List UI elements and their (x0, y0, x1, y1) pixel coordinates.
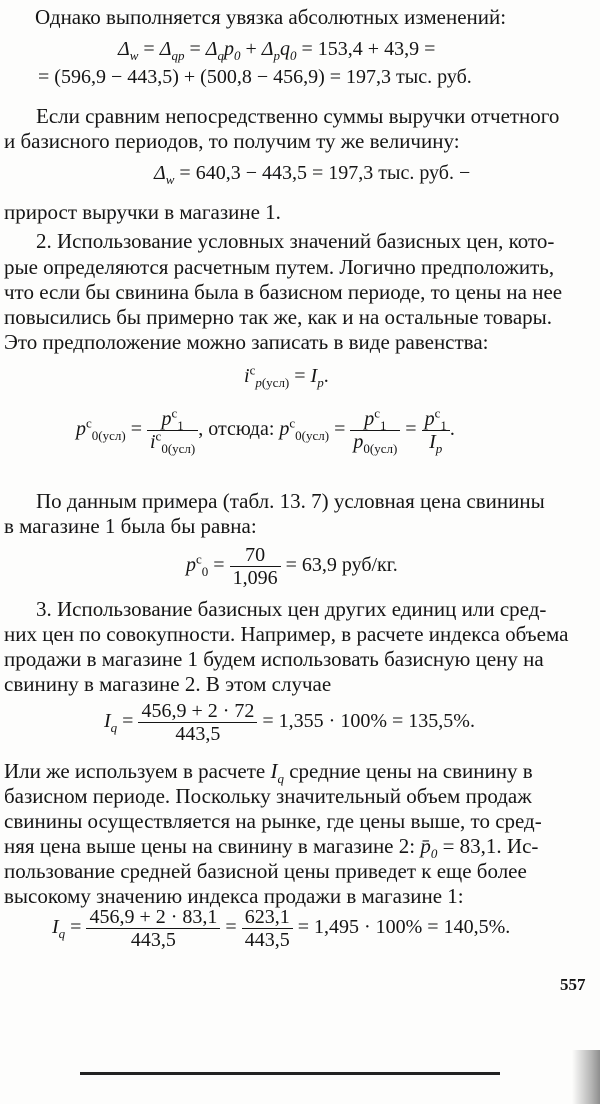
formula-result: = 1,495 · 100% = 140,5%. (297, 916, 511, 939)
paragraph-line: 3. Использование базисных цен других единиц или сред- (36, 597, 547, 621)
fraction-numerator: 70 (230, 544, 281, 567)
formula-conditional-index: $i^c_{p(усл)} = I_p$. (244, 362, 329, 390)
formula-delta-line1: $\Delta_w = \Delta_{qp} = \Delta_qp_0 + \Delta_pq_0 = 153,4 + 43,9$ = (118, 38, 436, 63)
formula-revenue-difference: $\Delta_w = 640,3 - 443,5 = 197,3$ тыс. руб. − (154, 162, 471, 187)
paragraph-line: и базисного периодов, то получим ту же величину: (4, 129, 460, 153)
paragraph-line: По данным примера (табл. 13. 7) условная цена свинины (36, 489, 545, 513)
paragraph-line: Или же используем в расчете $I_q$ средние цены на свинину в (4, 759, 533, 787)
paragraph-line: няя цена выше цены на свинину в магазине 2: $p̄_0 = 83,1$. Ис- (4, 834, 539, 862)
fraction-denominator: 443,5 (175, 723, 221, 745)
formula-word: , отсюда: (198, 418, 275, 441)
paragraph-line: Это предположение можно записать в виде равенства: (4, 330, 489, 354)
text-part: средние цены на свинину в (289, 759, 533, 783)
text-part: няя цена выше цены на свинину в магазине 2: (4, 834, 416, 858)
paragraph-line: Однако выполняется увязка абсолютных изменений: (35, 5, 507, 29)
paragraph-line: свинины осуществляется на рынке, где цены выше, то сред- (4, 809, 542, 833)
paragraph-line: что если бы свинина была в базисном периоде, то цены на нее (4, 280, 563, 304)
paragraph-line: 2. Использование условных значений базисных цен, кото- (36, 229, 555, 253)
formula-delta-line2: = (596,9 − 443,5) + (500,8 − 456,9) = 197,3 тыс. руб. (38, 66, 472, 88)
scan-page-edge (572, 1050, 600, 1104)
fraction-numerator: 456,9 + 2 · 72 (138, 700, 257, 723)
paragraph-line: прирост выручки в магазине 1. (4, 200, 281, 224)
fraction-numerator: 623,1 (242, 906, 293, 929)
page-number: 557 (560, 975, 586, 994)
formula-result: = 1,355 · 100% = 135,5%. (262, 710, 475, 733)
fraction-denominator: 443,5 (130, 929, 176, 951)
fraction-numerator: 456,9 + 2 · 83,1 (86, 906, 220, 929)
formula-volume-index-1: $I_q$ = $\frac{456,9 + 2 \cdot 72}{443,5}$ = 1,355 · 100% = 135,5%. (104, 700, 475, 745)
fraction-denominator: 443,5 (244, 929, 290, 951)
formula-result: = 63,9 руб/кг. (285, 554, 398, 577)
paragraph-line: Если сравним непосредственно суммы выручки отчетного (36, 104, 560, 128)
formula-volume-index-2: $I_q$ = $\frac{456,9 + 2 \cdot 83,1}{443,5}$ = $\frac{623,1}{443,5}$ = 1,495 · 100% = 140,5%. (52, 906, 511, 951)
paragraph-line: свинину в магазине 2. В этом случае (4, 672, 332, 696)
text-part: = 83,1. Ис- (442, 834, 539, 858)
text-part: Или же используем в расчете (4, 759, 266, 783)
paragraph-line: высокому значению индекса продажи в магазине 1: (4, 884, 464, 908)
scan-shadow-line (80, 1072, 500, 1075)
paragraph-line: рые определяются расчетным путем. Логично предположить, (4, 255, 555, 279)
paragraph-line: базисном периоде. Поскольку значительный объем продаж (4, 784, 532, 808)
paragraph-line: продажи в магазине 1 будем использовать базисную цену на (4, 647, 544, 671)
formula-pork-price: $p^c_0$ = $\frac{70}{1,096}$ = 63,9 руб/кг. (186, 544, 398, 589)
formula-conditional-price: $p^c_{0(усл)}$ = $\frac{p^c_1}{i^c_{0(усл)}}$ , отсюда: $p^c_{0(усл)}$ = $\frac{p^c_1}{p_{0(усл)}}$ = $\frac{p^c_1}{I_p}$ . (76, 405, 455, 456)
paragraph-line: пользование средней базисной цены приведет к еще более (4, 859, 527, 883)
paragraph-line: них цен по совокупности. Например, в расчете индекса объема (4, 622, 569, 646)
paragraph-line: повысились бы примерно так же, как и на остальные товары. (4, 305, 552, 329)
paragraph-line: в магазине 1 была бы равна: (4, 514, 257, 538)
fraction-denominator: 1,096 (232, 567, 278, 589)
